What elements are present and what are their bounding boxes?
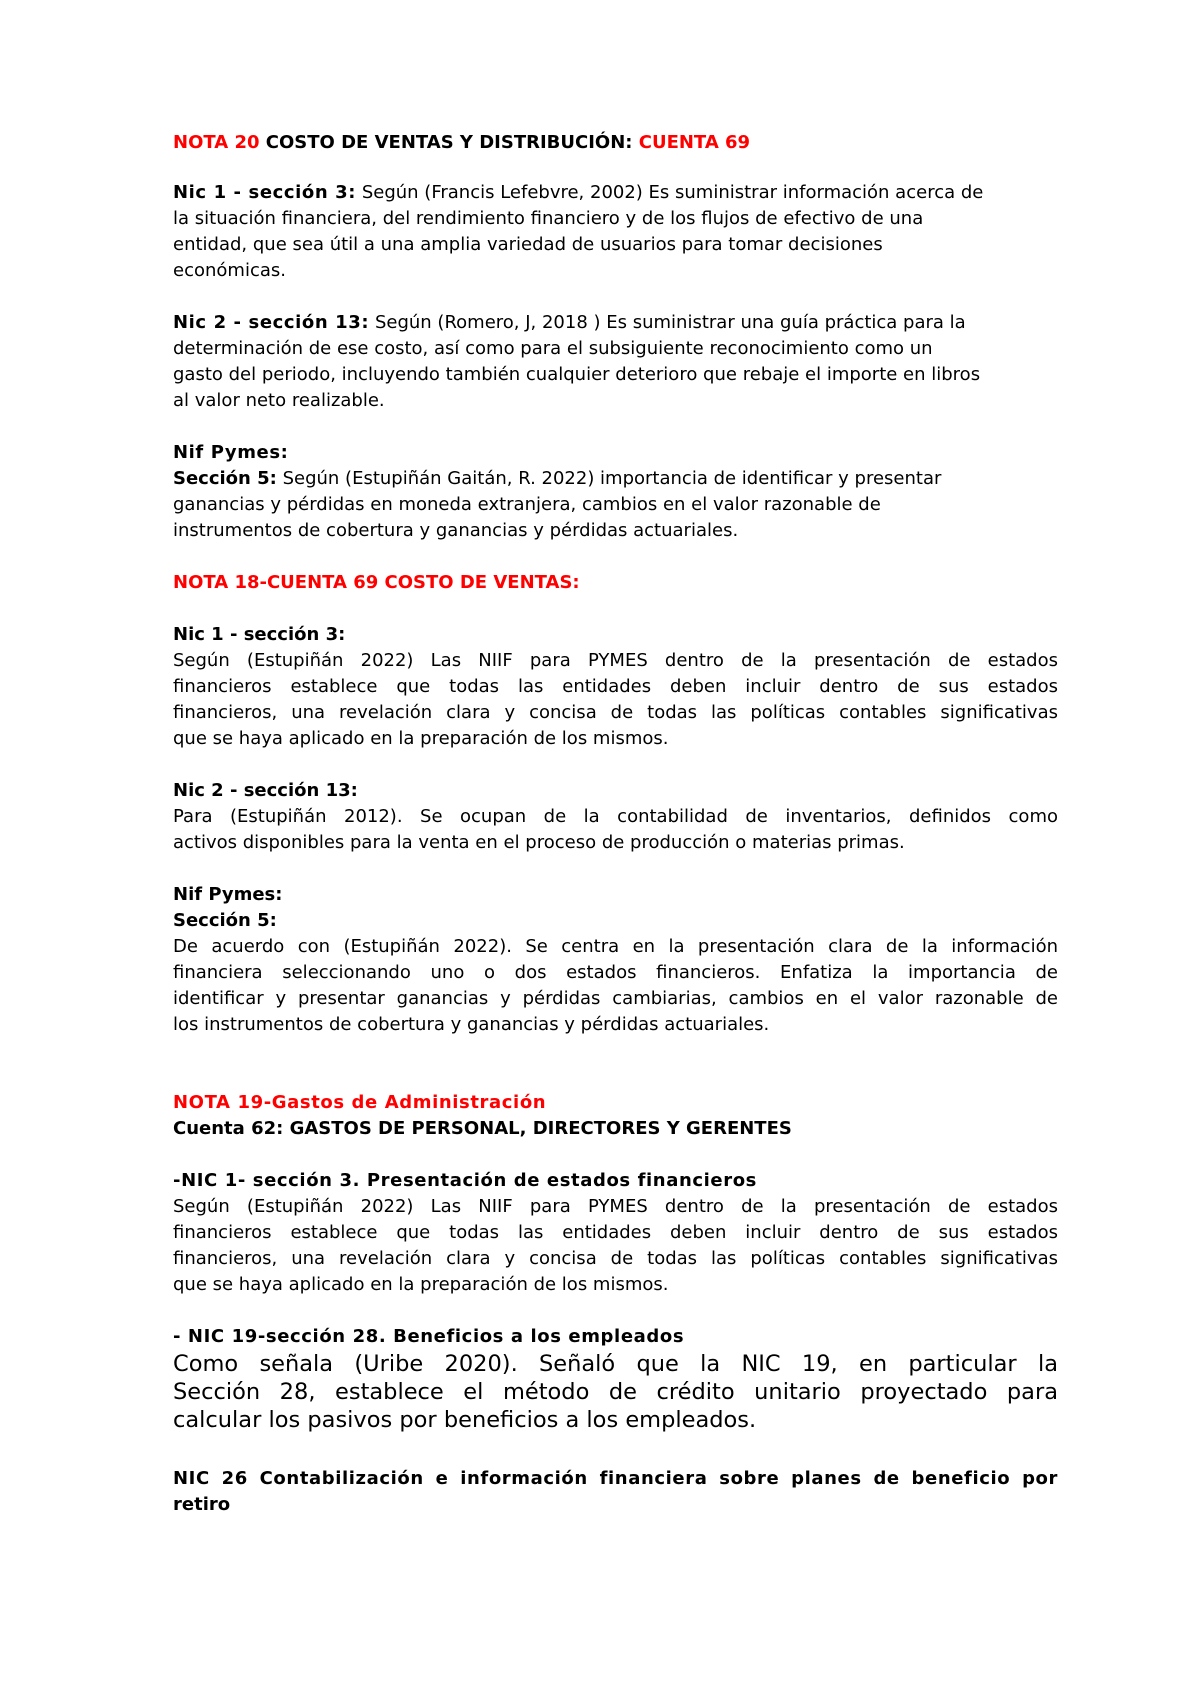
nota-20-nic1-line-4: económicas.	[173, 260, 286, 281]
nota-18-nif-label: Nif Pymes:	[173, 884, 283, 905]
nota-20-cuenta: CUENTA 69	[638, 132, 751, 153]
nota-18-nic1-line-1: Según (Estupiñán 2022) Las NIIF para PYMES dentro de la presentación de estados	[173, 650, 1058, 671]
nota-20-nic1-line-3: entidad, que sea útil a una amplia variedad de usuarios para tomar decisiones	[173, 234, 883, 255]
nota-20-nif-line-3: instrumentos de cobertura y ganancias y pérdidas actuariales.	[173, 520, 739, 541]
nota-20-nif-label: Nif Pymes:	[173, 442, 289, 463]
nota-20-title: COSTO DE VENTAS Y DISTRIBUCIÓN:	[259, 132, 639, 153]
nota-18-nic2-label: Nic 2 - sección 13:	[173, 780, 358, 801]
nota-20-nic2-label: Nic 2 - sección 13:	[173, 312, 370, 333]
nota-19-nic1-label: -NIC 1- sección 3. Presentación de estados financieros	[173, 1170, 757, 1191]
nota-20-nic1-line-1	[173, 180, 983, 206]
nota-18-nic1-label: Nic 1 - sección 3:	[173, 624, 346, 645]
nota-18-nic1-line-3: financieros, una revelación clara y concisa de todas las políticas contables significativas	[173, 702, 1058, 723]
nota-20-nic2-line-4: al valor neto realizable.	[173, 390, 385, 411]
nota-19-nic1-line-4: que se haya aplicado en la preparación de los mismos.	[173, 1274, 669, 1295]
nota-20-nif-section: Sección 5:	[173, 468, 277, 489]
nota-19-nic19-label: - NIC 19-sección 28. Beneficios a los empleados	[173, 1326, 685, 1347]
nota-20-nic1-text-1: Según (Francis Lefebvre, 2002) Es suministrar información acerca de	[356, 182, 984, 203]
nota-20-nic1-label: Nic 1 - sección 3:	[173, 182, 357, 203]
nota-19-nic19-line-1: Como señala (Uribe 2020). Señaló que la NIC 19, en particular la	[173, 1351, 1058, 1377]
nota-20-nic2-line-1	[173, 310, 966, 336]
nota-18-nif-section: Sección 5:	[173, 910, 277, 931]
nota-19-cuenta: Cuenta 62: GASTOS DE PERSONAL, DIRECTORES Y GERENTES	[173, 1118, 792, 1139]
nota-18-nic2-line-2: activos disponibles para la venta en el proceso de producción o materias primas.	[173, 832, 905, 853]
nota-19-nic1-line-2: financieros establece que todas las entidades deben incluir dentro de sus estados	[173, 1222, 1058, 1243]
nota-19-nic26-line-1: NIC 26 Contabilización e información financiera sobre planes de beneficio por	[173, 1468, 1058, 1489]
nota-20-nif-line-2: ganancias y pérdidas en moneda extranjera, cambios en el valor razonable de	[173, 494, 881, 515]
nota-20-nic2-line-3: gasto del periodo, incluyendo también cualquier deterioro que rebaje el importe en libros	[173, 364, 981, 385]
nota-18-nif-line-3: identificar y presentar ganancias y pérdidas cambiarias, cambios en el valor razonable de	[173, 988, 1058, 1009]
nota-18-nif-line-1: De acuerdo con (Estupiñán 2022). Se centra en la presentación clara de la información	[173, 936, 1058, 957]
nota-19-nic26-line-2: retiro	[173, 1494, 231, 1515]
nota-19-nic19-line-2: Sección 28, establece el método de crédito unitario proyectado para	[173, 1379, 1058, 1405]
nota-19-nic1-line-1: Según (Estupiñán 2022) Las NIIF para PYMES dentro de la presentación de estados	[173, 1196, 1058, 1217]
nota-18-nic2-line-1: Para (Estupiñán 2012). Se ocupan de la contabilidad de inventarios, definidos como	[173, 806, 1058, 827]
nota-20-label: NOTA 20	[173, 132, 260, 153]
nota-18-nic1-line-2: financieros establece que todas las entidades deben incluir dentro de sus estados	[173, 676, 1058, 697]
nota-19-nic19-line-3: calcular los pasivos por beneficios a los empleados.	[173, 1407, 757, 1433]
nota-19-heading: NOTA 19-Gastos de Administración	[173, 1092, 547, 1113]
nota-20-nif-line-1	[173, 466, 941, 492]
nota-20-nic2-line-2: determinación de ese costo, así como para el subsiguiente reconocimiento como un	[173, 338, 933, 359]
nota-20-nic2-text-1: Según (Romero, J, 2018 ) Es suministrar una guía práctica para la	[369, 312, 966, 333]
nota-20-nic1-line-2: la situación financiera, del rendimiento financiero y de los flujos de efectivo de una	[173, 208, 924, 229]
nota-20-nif-text-1: Según (Estupiñán Gaitán, R. 2022) importancia de identificar y presentar	[276, 468, 942, 489]
nota-19-nic1-line-3: financieros, una revelación clara y concisa de todas las políticas contables significativas	[173, 1248, 1058, 1269]
nota-18-heading: NOTA 18-CUENTA 69 COSTO DE VENTAS:	[173, 572, 580, 593]
nota-18-nif-line-4: los instrumentos de cobertura y ganancias y pérdidas actuariales.	[173, 1014, 770, 1035]
nota-18-nif-line-2: financiera seleccionando uno o dos estados financieros. Enfatiza la importancia de	[173, 962, 1058, 983]
nota-20-heading	[173, 130, 750, 156]
nota-18-nic1-line-4: que se haya aplicado en la preparación de los mismos.	[173, 728, 669, 749]
